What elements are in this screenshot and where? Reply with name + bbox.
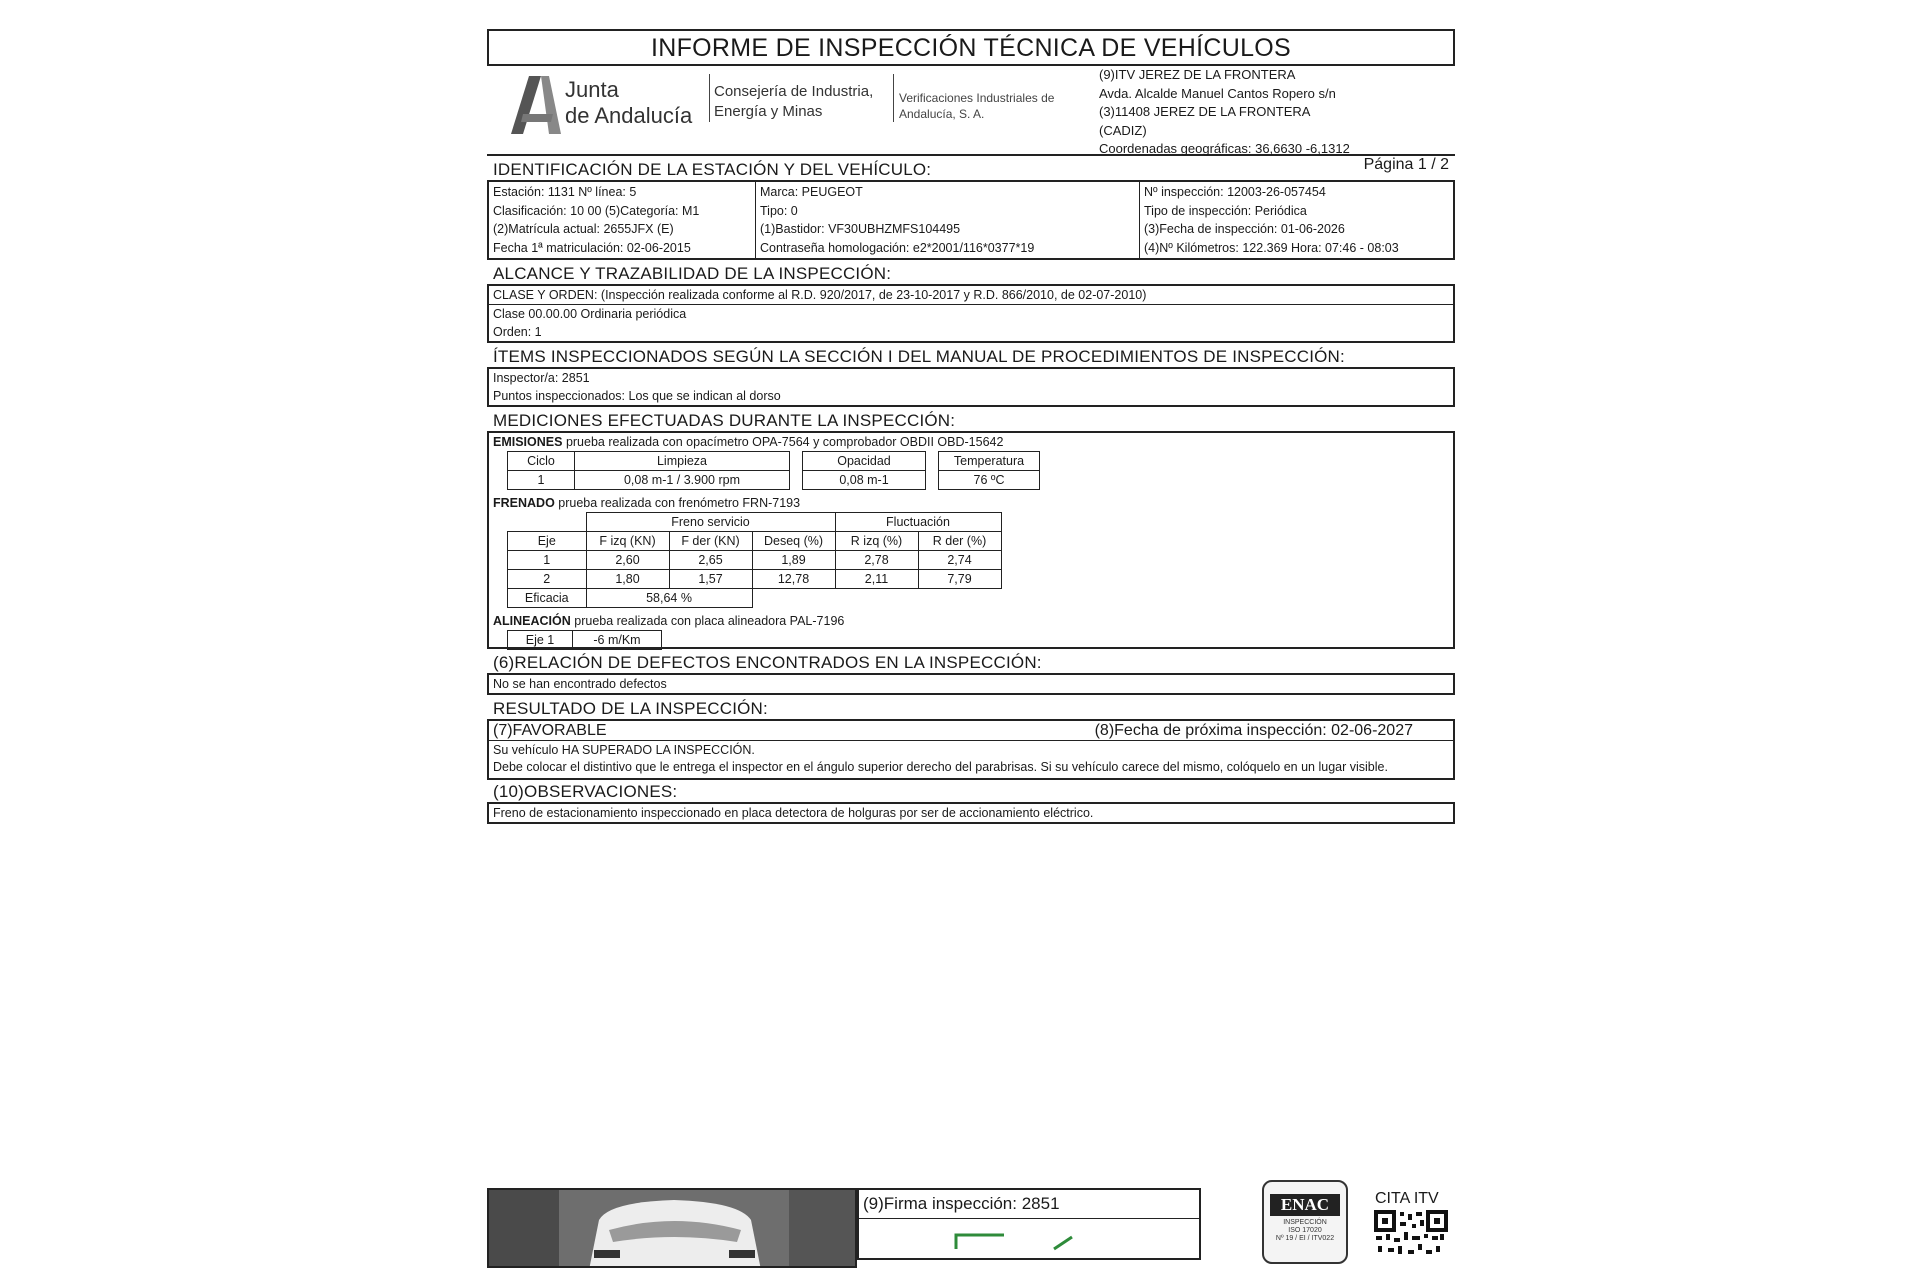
enac-name: ENAC bbox=[1270, 1194, 1340, 1216]
table-cell: 2,78 bbox=[835, 551, 918, 570]
resultado-box bbox=[487, 719, 1455, 780]
junta-andalucia-logo-icon bbox=[509, 74, 569, 136]
vehicle-column bbox=[756, 182, 1140, 258]
station-line: Coordenadas geográficas: 36,6630 -6,1312 bbox=[1099, 141, 1350, 156]
alineacion-label: ALINEACIÓN bbox=[493, 614, 571, 628]
table-header: R der (%) bbox=[918, 532, 1001, 551]
id-field: (4)Nº Kilómetros: 122.369 Hora: 07:46 - 08:03 bbox=[1144, 240, 1399, 255]
table-cell: 2,74 bbox=[918, 551, 1001, 570]
verificaciones-text bbox=[899, 90, 1054, 122]
id-field: Nº inspección: 12003-26-057454 bbox=[1144, 185, 1326, 199]
items-box bbox=[487, 367, 1455, 407]
table-cell: Eje 1 bbox=[508, 631, 573, 650]
emisiones-line bbox=[493, 433, 1453, 451]
resultado-status: (7)FAVORABLE bbox=[493, 722, 607, 739]
empty-cell bbox=[752, 589, 1001, 608]
emisiones-text: prueba realizada con opacímetro OPA-7564 y comprobador OBDII OBD-15642 bbox=[562, 435, 1004, 449]
eficacia-value: 58,64 % bbox=[586, 589, 752, 608]
table-header: Opacidad bbox=[803, 452, 926, 471]
enac-line: Nº 19 / EI / ITV022 bbox=[1275, 1235, 1335, 1242]
limpieza-table bbox=[507, 451, 790, 490]
station-line: Avda. Alcalde Manuel Cantos Ropero s/n bbox=[1099, 85, 1336, 101]
id-field: (2)Matrícula actual: 2655JFX (E) bbox=[493, 222, 674, 236]
table-cell: 1,57 bbox=[669, 570, 752, 589]
table-cell: -6 m/Km bbox=[573, 631, 662, 650]
consejeria-line-2: Energía y Minas bbox=[714, 103, 823, 120]
table-header: Deseq (%) bbox=[752, 532, 835, 551]
eficacia-label: Eficacia bbox=[508, 589, 587, 608]
resultado-text bbox=[489, 740, 1453, 778]
station-column bbox=[489, 182, 756, 258]
table-cell: 1 bbox=[508, 551, 587, 570]
clase-orden-text: CLASE Y ORDEN: (Inspección realizada conforme al R.D. 920/2017, de 23-10-2017 y R.D. 866/2010, de 02-07-2010) bbox=[489, 286, 1453, 305]
page-number: Página 1 / 2 bbox=[1363, 156, 1449, 173]
resultado-line-2: Debe colocar el distintivo que le entrega el inspector en el ángulo superior derecho del parabrisas. Si su vehículo carece del mismo, colóquelo en un lugar visible. bbox=[493, 760, 1388, 774]
id-field: Tipo de inspección: Periódica bbox=[1144, 203, 1307, 218]
verificaciones-line-2: Andalucía, S. A. bbox=[899, 107, 985, 121]
frenado-table bbox=[507, 512, 1002, 608]
alcance-box bbox=[487, 284, 1455, 343]
table-cell: 2,65 bbox=[669, 551, 752, 570]
table-cell: 1,89 bbox=[752, 551, 835, 570]
table-cell: 0,08 m-1 bbox=[803, 471, 926, 490]
verificaciones-line-1: Verificaciones Industriales de bbox=[899, 91, 1055, 105]
alineacion-table bbox=[507, 630, 662, 650]
vehicle-photo bbox=[487, 1188, 857, 1268]
clase-text: Clase 00.00.00 Ordinaria periódica bbox=[493, 307, 687, 321]
signature-box bbox=[857, 1188, 1201, 1260]
table-header: Limpieza bbox=[575, 452, 790, 471]
inspection-report bbox=[487, 29, 1455, 824]
table-cell: 2 bbox=[508, 570, 587, 589]
report-header bbox=[487, 66, 1455, 154]
enac-line: ISO 17020 bbox=[1288, 1227, 1322, 1234]
id-field: Estación: 1131 Nº línea: 5 bbox=[493, 185, 637, 199]
table-cell: 2,11 bbox=[835, 570, 918, 589]
mediciones-box bbox=[487, 431, 1455, 649]
table-header: Eje bbox=[508, 532, 587, 551]
table-header: F der (KN) bbox=[669, 532, 752, 551]
inspection-column bbox=[1140, 182, 1453, 258]
table-row bbox=[508, 551, 1002, 570]
id-field: Tipo: 0 bbox=[760, 203, 798, 218]
observaciones-box: Freno de estacionamiento inspeccionado en placa detectora de holguras por ser de accionamiento eléctrico. bbox=[487, 802, 1455, 824]
signature-stamp-icon bbox=[954, 1231, 1104, 1251]
station-line: (CADIZ) bbox=[1099, 122, 1147, 138]
junta-line-2: de Andalucía bbox=[565, 103, 693, 128]
enac-line: INSPECCIÓN bbox=[1283, 1219, 1327, 1226]
id-field: Clasificación: 10 00 (5)Categoría: M1 bbox=[493, 203, 700, 218]
emisiones-tables bbox=[507, 451, 1453, 490]
next-inspection: (8)Fecha de próxima inspección: 02-06-2027 bbox=[1094, 722, 1413, 739]
consejeria-line-1: Consejería de Industria, bbox=[714, 83, 874, 100]
items-heading: ÍTEMS INSPECCIONADOS SEGÚN LA SECCIÓN I DEL MANUAL DE PROCEDIMIENTOS DE INSPECCIÓN: bbox=[493, 347, 1345, 366]
id-field: (1)Bastidor: VF30UBHZMFS104495 bbox=[760, 222, 961, 236]
observaciones-heading: (10)OBSERVACIONES: bbox=[493, 782, 678, 801]
opacidad-table bbox=[802, 451, 926, 490]
table-cell: 2,60 bbox=[586, 551, 669, 570]
table-cell: 76 ºC bbox=[939, 471, 1040, 490]
header-divider bbox=[709, 74, 710, 122]
enac-text bbox=[1264, 1219, 1346, 1243]
puntos-text: Puntos inspeccionados: Los que se indican al dorso bbox=[493, 389, 781, 403]
table-cell: 1 bbox=[508, 471, 575, 490]
junta-logo-text bbox=[565, 77, 692, 129]
empty-cell bbox=[508, 513, 587, 532]
id-field: Fecha 1ª matriculación: 02-06-2015 bbox=[493, 240, 691, 255]
frenado-line bbox=[493, 494, 1453, 512]
freno-servicio-header: Freno servicio bbox=[586, 513, 835, 532]
id-field: Contraseña homologación: e2*2001/116*0377*19 bbox=[760, 240, 1035, 255]
cita-itv-label: CITA ITV bbox=[1375, 1190, 1439, 1207]
station-address bbox=[1099, 66, 1350, 159]
resultado-line-1: Su vehículo HA SUPERADO LA INSPECCIÓN. bbox=[493, 743, 755, 757]
table-header: R izq (%) bbox=[835, 532, 918, 551]
station-line: (3)11408 JEREZ DE LA FRONTERA bbox=[1099, 104, 1311, 119]
station-line: (9)ITV JEREZ DE LA FRONTERA bbox=[1099, 67, 1296, 82]
id-field: Marca: PEUGEOT bbox=[760, 185, 863, 199]
defectos-box: No se han encontrado defectos bbox=[487, 673, 1455, 695]
table-cell: 0,08 m-1 / 3.900 rpm bbox=[575, 471, 790, 490]
temperatura-table bbox=[938, 451, 1040, 490]
resultado-heading: RESULTADO DE LA INSPECCIÓN: bbox=[493, 699, 768, 718]
qr-code-icon[interactable] bbox=[1374, 1210, 1448, 1260]
report-title: INFORME DE INSPECCIÓN TÉCNICA DE VEHÍCULOS bbox=[487, 29, 1455, 66]
table-cell: 7,79 bbox=[918, 570, 1001, 589]
identificacion-box bbox=[487, 180, 1455, 260]
fluctuacion-header: Fluctuación bbox=[835, 513, 1001, 532]
emisiones-label: EMISIONES bbox=[493, 435, 563, 449]
enac-badge bbox=[1262, 1180, 1348, 1264]
table-header: Temperatura bbox=[939, 452, 1040, 471]
alineacion-line bbox=[493, 612, 1453, 630]
table-header: F izq (KN) bbox=[586, 532, 669, 551]
consejeria-text bbox=[714, 82, 873, 122]
mediciones-heading: MEDICIONES EFECTUADAS DURANTE LA INSPECCIÓN: bbox=[493, 411, 956, 430]
resultado-status-row bbox=[489, 721, 1453, 740]
firma-label: (9)Firma inspección: 2851 bbox=[859, 1190, 1199, 1219]
frenado-text: prueba realizada con frenómetro FRN-7193 bbox=[554, 496, 801, 510]
table-header: Ciclo bbox=[508, 452, 575, 471]
inspector-text: Inspector/a: 2851 bbox=[493, 371, 590, 385]
identificacion-heading: IDENTIFICACIÓN DE LA ESTACIÓN Y DEL VEHÍCULO: bbox=[493, 160, 932, 179]
id-field: (3)Fecha de inspección: 01-06-2026 bbox=[1144, 222, 1345, 236]
header-divider bbox=[893, 74, 894, 122]
table-cell: 1,80 bbox=[586, 570, 669, 589]
junta-line-1: Junta bbox=[565, 77, 619, 102]
alcance-heading: ALCANCE Y TRAZABILIDAD DE LA INSPECCIÓN: bbox=[493, 264, 892, 283]
orden-text: Orden: 1 bbox=[493, 325, 542, 339]
alineacion-text: prueba realizada con placa alineadora PAL-7196 bbox=[570, 614, 845, 628]
table-row bbox=[508, 570, 1002, 589]
table-cell: 12,78 bbox=[752, 570, 835, 589]
defectos-heading: (6)RELACIÓN DE DEFECTOS ENCONTRADOS EN LA INSPECCIÓN: bbox=[493, 653, 1042, 672]
car-rear-image bbox=[489, 1190, 857, 1268]
frenado-label: FRENADO bbox=[493, 496, 555, 510]
